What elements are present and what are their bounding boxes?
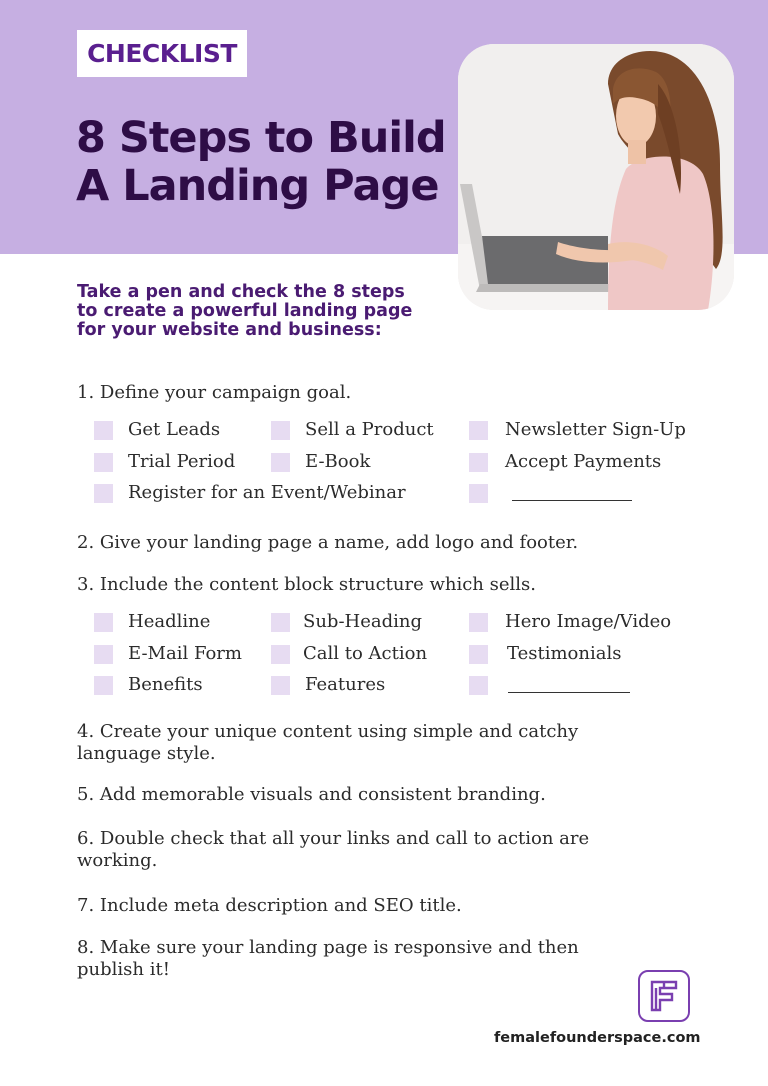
other-block-blank-line[interactable]: [508, 692, 630, 693]
checkbox-other-goal[interactable]: [469, 484, 488, 503]
checkbox-accept-payments[interactable]: [469, 453, 488, 472]
step-1: 1. Define your campaign goal.: [77, 382, 352, 403]
step-8-line-2: publish it!: [77, 959, 170, 980]
step-3: 3. Include the content block structure which sells.: [77, 574, 536, 595]
step-8: [77, 937, 697, 981]
checkbox-label-benefits: Benefits: [128, 674, 203, 695]
checkbox-label-call-to-action: Call to Action: [303, 643, 428, 664]
step-6: [77, 828, 697, 872]
other-goal-blank-line[interactable]: [512, 500, 632, 501]
checkbox-label-sub-heading: Sub-Heading: [303, 611, 423, 632]
ff-monogram-icon: [638, 970, 690, 1022]
page-title-line-2: A Landing Page: [76, 161, 439, 211]
checkbox-label-e-book: E-Book: [305, 451, 371, 472]
checkbox-label-trial-period: Trial Period: [128, 451, 236, 472]
checkbox-get-leads[interactable]: [94, 421, 113, 440]
checkbox-sub-heading[interactable]: [271, 613, 290, 632]
checkbox-hero-image-video[interactable]: [469, 613, 488, 632]
checkbox-benefits[interactable]: [94, 676, 113, 695]
checklist-tag-label: CHECKLIST: [87, 39, 237, 68]
checkbox-label-headline: Headline: [128, 611, 211, 632]
checkbox-other-block[interactable]: [469, 676, 488, 695]
footer-website: femalefounderspace.com: [494, 1030, 701, 1046]
intro-text: [77, 283, 457, 340]
step-4-line-2: language style.: [77, 743, 216, 764]
step-4: [77, 721, 697, 765]
checkbox-e-book[interactable]: [271, 453, 290, 472]
checklist-tag: [77, 30, 247, 77]
checkbox-label-e-mail-form: E-Mail Form: [128, 643, 242, 664]
checkbox-label-sell-a-product: Sell a Product: [305, 419, 434, 440]
checkbox-features[interactable]: [271, 676, 290, 695]
checkbox-trial-period[interactable]: [94, 453, 113, 472]
step-5: 5. Add memorable visuals and consistent branding.: [77, 784, 546, 805]
step-7: 7. Include meta description and SEO title.: [77, 895, 462, 916]
checkbox-newsletter-sign-up[interactable]: [469, 421, 488, 440]
checkbox-e-mail-form[interactable]: [94, 645, 113, 664]
checkbox-call-to-action[interactable]: [271, 645, 290, 664]
checkbox-register-event[interactable]: [94, 484, 113, 503]
checkbox-label-accept-payments: Accept Payments: [505, 451, 662, 472]
woman-using-laptop-photo: [458, 44, 734, 310]
checkbox-label-newsletter-sign-up: Newsletter Sign-Up: [505, 419, 686, 440]
checkbox-label-register-event: Register for an Event/Webinar: [128, 482, 406, 503]
step-2: 2. Give your landing page a name, add logo and footer.: [77, 532, 579, 553]
step-8-line-1: 8. Make sure your landing page is responsive and then: [77, 937, 579, 958]
step-6-line-1: 6. Double check that all your links and call to action are: [77, 828, 590, 849]
checkbox-testimonials[interactable]: [469, 645, 488, 664]
page-title-line-1: 8 Steps to Build: [76, 113, 446, 163]
intro-line-1: Take a pen and check the 8 steps: [77, 282, 405, 302]
intro-line-3: for your website and business:: [77, 320, 382, 340]
checkbox-label-hero-image-video: Hero Image/Video: [505, 611, 672, 632]
step-6-line-2: working.: [77, 850, 158, 871]
checkbox-label-testimonials: Testimonials: [507, 643, 622, 664]
step-4-line-1: 4. Create your unique content using simple and catchy: [77, 721, 579, 742]
page-title: [76, 114, 466, 210]
checkbox-label-get-leads: Get Leads: [128, 419, 221, 440]
intro-line-2: to create a powerful landing page: [77, 301, 413, 321]
checkbox-headline[interactable]: [94, 613, 113, 632]
checkbox-sell-a-product[interactable]: [271, 421, 290, 440]
checkbox-label-features: Features: [305, 674, 386, 695]
